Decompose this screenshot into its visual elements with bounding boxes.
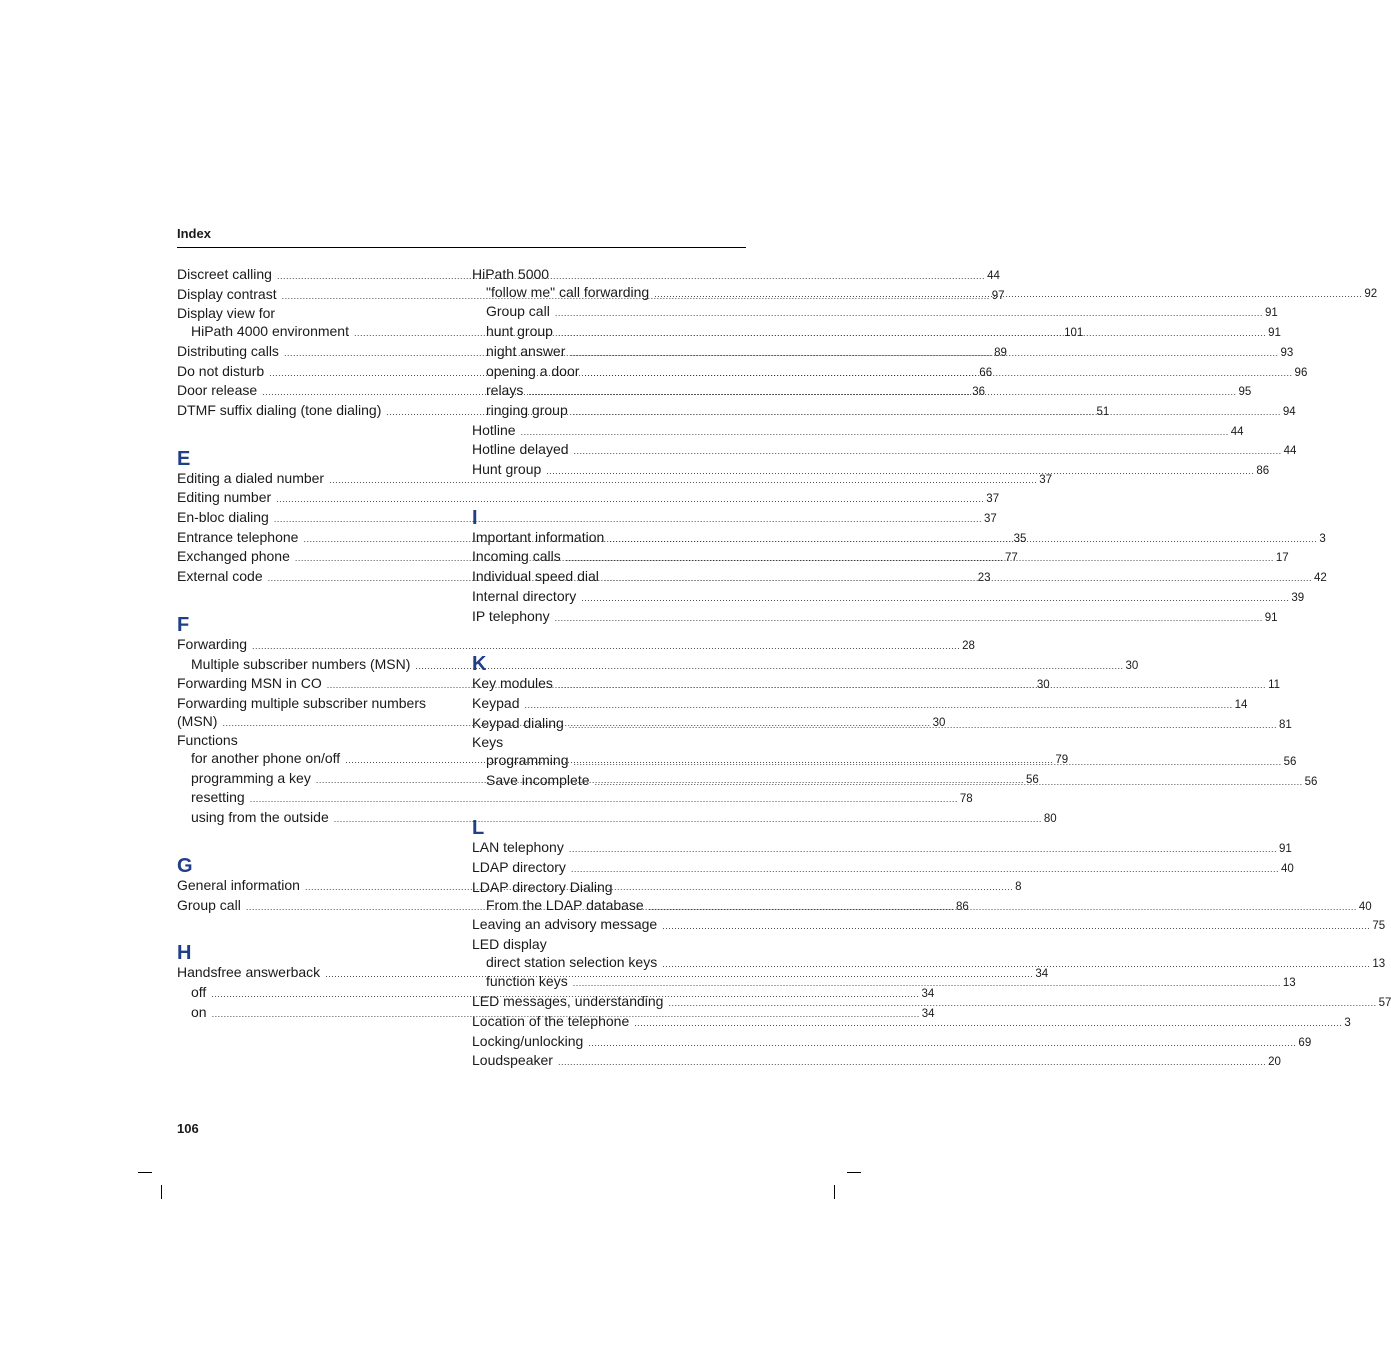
- index-entry: [177, 655, 1139, 676]
- index-entry-page: 96: [1294, 366, 1308, 379]
- index-entry-page: 17: [1275, 552, 1289, 565]
- index-entry-term: off: [191, 983, 207, 1000]
- index-entry: [472, 1052, 1281, 1072]
- leader-dots: [584, 365, 1292, 383]
- index-entry-term: Leaving an advisory message: [472, 916, 658, 933]
- index-entry-page: 23: [977, 572, 991, 585]
- crop-mark-left-vertical: [161, 1185, 162, 1199]
- leader-dots: [662, 956, 1370, 974]
- index-entry-term: LAN telephony: [472, 839, 564, 856]
- leader-dots: [654, 286, 1362, 304]
- index-entry-term: relays: [486, 382, 524, 399]
- leader-dots: [558, 325, 1266, 343]
- index-entry-term: En-bloc dialing: [177, 509, 269, 526]
- index-entry: [472, 1032, 1312, 1053]
- index-entry: [472, 421, 1244, 442]
- leader-dots: [604, 570, 1312, 588]
- index-group-label: Display view for: [177, 305, 276, 322]
- index-entry-term: Internal directory: [472, 587, 577, 604]
- index-entry-term: Handsfree answerback: [177, 964, 321, 981]
- index-entry-term: Distributing calls: [177, 342, 279, 359]
- index-entry-term: Keypad: [472, 694, 520, 711]
- index-entry-term: programming a key: [191, 769, 311, 786]
- leader-dots: [581, 590, 1289, 608]
- index-entry-page: 86: [1256, 465, 1270, 478]
- index-entry-page: 91: [1278, 843, 1292, 856]
- index-entry: [472, 607, 1278, 628]
- index-entry-page: 37: [986, 493, 1000, 506]
- index-entry-term: Editing a dialed number: [177, 469, 325, 486]
- index-entry-term: Loudspeaker: [472, 1052, 553, 1069]
- leader-dots: [521, 424, 1229, 442]
- leader-dots: [558, 1054, 1266, 1072]
- index-entry-term: IP telephony: [472, 607, 550, 624]
- index-entry-page: 66: [979, 366, 993, 379]
- leader-dots: [570, 345, 1278, 363]
- index-group-label: HiPath 5000: [472, 266, 550, 282]
- leader-dots: [555, 305, 1263, 323]
- index-entry-term: opening a door: [486, 362, 580, 379]
- index-entry-page: 39: [1291, 591, 1305, 604]
- leader-dots: [528, 384, 1236, 402]
- index-entry-term: ringing group: [486, 401, 568, 418]
- section-letter-h: H: [177, 942, 192, 965]
- index-entry-page: 77: [1005, 552, 1018, 565]
- index-entry: [472, 441, 1297, 461]
- index-entry-term: Key modules: [472, 675, 553, 692]
- index-entry-page: 51: [1096, 405, 1110, 418]
- index-entry: [177, 789, 973, 809]
- index-entry-page: 57: [1378, 997, 1391, 1010]
- index-entry-term: Exchanged phone: [177, 548, 290, 565]
- leader-dots: [558, 677, 1266, 695]
- index-entry-page: 37: [1039, 473, 1053, 486]
- index-entry-page: 35: [1013, 532, 1027, 545]
- index-entry-term: Editing number: [177, 489, 272, 506]
- index-entry-page: 92: [1364, 287, 1378, 300]
- index-entry-term: direct station selection keys: [486, 953, 658, 970]
- index-entry-page: 14: [1234, 698, 1248, 711]
- index-entry-term: using from the outside: [191, 809, 329, 826]
- leader-dots: [569, 841, 1277, 859]
- index-entry-page: 56: [1304, 775, 1318, 788]
- index-entry-term: From the LDAP database: [486, 896, 644, 913]
- index-group-label: Keys: [472, 734, 504, 751]
- index-entry-term: Locking/unlocking: [472, 1032, 584, 1049]
- index-entry-term: Hunt group: [472, 461, 542, 478]
- page-header: [177, 226, 746, 248]
- index-entry-page: 28: [962, 639, 975, 652]
- crop-mark-right-horizontal: [847, 1172, 861, 1173]
- index-entry-term: Save incomplete: [486, 771, 590, 788]
- leader-dots: [573, 754, 1281, 772]
- index-entry-page: 30: [1036, 679, 1050, 692]
- leader-dots: [555, 610, 1263, 628]
- index-entry: [177, 509, 997, 529]
- index-entry-page: 75: [1372, 920, 1386, 933]
- index-entry-page: 81: [1278, 718, 1292, 731]
- leader-dots: [649, 899, 1357, 917]
- index-entry-term: Forwarding: [177, 635, 248, 652]
- index-entry-term: Multiple subscriber numbers (MSN): [191, 655, 411, 672]
- index-entry: [472, 303, 1278, 323]
- index-entry-page: 94: [1282, 405, 1296, 418]
- index-entry-page: 40: [1281, 863, 1294, 876]
- index-entry-page: 101: [1064, 327, 1084, 340]
- index-entry-page: 78: [959, 793, 973, 806]
- index-entry-page: 86: [955, 900, 969, 913]
- section-letter-i: I: [472, 506, 478, 529]
- index-entry-term: Location of the telephone: [472, 1012, 630, 1029]
- index-entry: [472, 839, 1292, 859]
- section-letter-l: L: [472, 817, 485, 840]
- index-entry-page: 44: [1283, 445, 1297, 458]
- index-entry-term: LDAP directory: [472, 859, 566, 876]
- leader-dots: [569, 717, 1277, 735]
- index-entry-term: Individual speed dial: [472, 568, 599, 585]
- leader-dots: [595, 774, 1303, 792]
- index-entry-page: 8: [1015, 880, 1022, 893]
- index-entry-term: Group call: [486, 303, 550, 320]
- index-entry-term: Door release: [177, 382, 258, 399]
- index-entry: [472, 694, 1248, 715]
- section-letter-g: G: [177, 854, 193, 877]
- index-entry-page: 44: [987, 270, 1000, 282]
- leader-dots: [573, 975, 1281, 993]
- index-entry-page: 3: [1344, 1016, 1351, 1029]
- index-entry-term: on: [191, 1003, 207, 1020]
- index-entry-page: 11: [1268, 679, 1281, 692]
- index-entry-page: 3: [1319, 532, 1326, 545]
- index-group-label: LDAP directory Dialing: [472, 878, 613, 895]
- index-entry-term: General information: [177, 876, 300, 893]
- index-entry: [472, 859, 1294, 879]
- index-entry-page: 40: [1358, 900, 1372, 913]
- index-entry: [472, 953, 1386, 974]
- index-entry-term: Important information: [472, 528, 605, 545]
- index-group-label: LED display: [472, 935, 547, 952]
- index-entry: [177, 635, 975, 656]
- index-entry-term: Discreet calling: [177, 266, 272, 282]
- index-entry-term: "follow me" call forwarding: [486, 283, 650, 300]
- crop-mark-right-vertical: [834, 1185, 835, 1199]
- index-entry-page: 34: [1035, 968, 1049, 981]
- index-entry-term: programming: [486, 752, 569, 769]
- index-entry-term: DTMF suffix dialing (tone dialing): [177, 401, 382, 418]
- index-entry-page: 89: [994, 346, 1007, 359]
- index-group-label: Forwarding multiple subscriber numbers: [177, 694, 426, 711]
- index-entry-page: 13: [1372, 957, 1386, 970]
- index-entry-page: 95: [1238, 386, 1252, 399]
- index-entry-term: Hotline delayed: [472, 441, 569, 458]
- index-entry-term: resetting: [191, 789, 245, 806]
- leader-dots: [524, 697, 1232, 715]
- index-entry: [177, 489, 1000, 509]
- crop-mark-left-horizontal: [138, 1172, 152, 1173]
- index-entry-page: 20: [1268, 1056, 1281, 1069]
- index-entry: [472, 587, 1305, 608]
- index-entry-page: 44: [1230, 425, 1244, 438]
- index-entry-page: 56: [1025, 773, 1039, 786]
- index-entry-term: Entrance telephone: [177, 528, 299, 545]
- index-entry-term: hunt group: [486, 323, 553, 340]
- index-entry-page: 91: [1264, 611, 1278, 624]
- index-group-label: Functions: [177, 732, 238, 749]
- page-number: 106: [177, 1121, 199, 1136]
- index-entry-term: function keys: [486, 973, 568, 990]
- index-entry-page: 30: [1125, 659, 1139, 672]
- index-entry-page: 37: [983, 513, 997, 526]
- section-letter-e: E: [177, 447, 191, 470]
- leader-dots: [546, 463, 1254, 481]
- index-entry-page: 42: [1314, 572, 1327, 585]
- index-entry-page: 79: [1055, 754, 1069, 767]
- index-entry-page: 97: [991, 289, 1005, 302]
- index-entry-term: for another phone on/off: [191, 750, 341, 767]
- index-entry-term: Keypad dialing: [472, 714, 564, 731]
- header-title: Index: [177, 226, 211, 241]
- index-entry-page: 80: [1043, 813, 1057, 826]
- leader-dots: [609, 531, 1317, 549]
- section-letter-f: F: [177, 613, 190, 636]
- index-entry-page: 56: [1283, 756, 1297, 769]
- index-entry-term: LED messages, understanding: [472, 993, 664, 1010]
- index-entry-page: 34: [921, 1007, 935, 1020]
- leader-dots: [588, 1035, 1296, 1053]
- index-entry-page: 30: [932, 716, 946, 729]
- index-entry-term: Group call: [177, 896, 241, 913]
- index-entry-page: 69: [1298, 1036, 1312, 1049]
- leader-dots: [571, 861, 1279, 879]
- index-entry-page: 36: [972, 386, 986, 399]
- index-entry-page: 91: [1264, 307, 1278, 320]
- index-entry: [472, 771, 1318, 792]
- index-entry-term: Display contrast: [177, 285, 277, 302]
- leader-dots: [566, 550, 1274, 568]
- index-entry-term: (MSN): [177, 712, 218, 729]
- index-entry-term: Do not disturb: [177, 362, 265, 379]
- leader-dots: [662, 918, 1370, 936]
- index-entry: [472, 916, 1386, 936]
- leader-dots: [573, 404, 1281, 422]
- index-entry-term: Hotline: [472, 421, 516, 438]
- index-entry-term: Forwarding MSN in CO: [177, 675, 322, 692]
- index-entry-page: 91: [1268, 327, 1281, 340]
- index-entry-page: 13: [1282, 977, 1296, 990]
- leader-dots: [634, 1015, 1342, 1033]
- index-entry-term: Incoming calls: [472, 548, 561, 565]
- leader-dots: [668, 995, 1376, 1013]
- section-letter-k: K: [472, 653, 487, 676]
- index-entry-term: External code: [177, 568, 263, 585]
- leader-dots: [574, 443, 1282, 461]
- index-entry-term: HiPath 4000 environment: [191, 323, 349, 340]
- index-entry: [177, 809, 1057, 829]
- index-entry-page: 34: [921, 987, 935, 1000]
- index-entry-page: 93: [1280, 346, 1294, 359]
- index-entry-term: night answer: [486, 342, 566, 359]
